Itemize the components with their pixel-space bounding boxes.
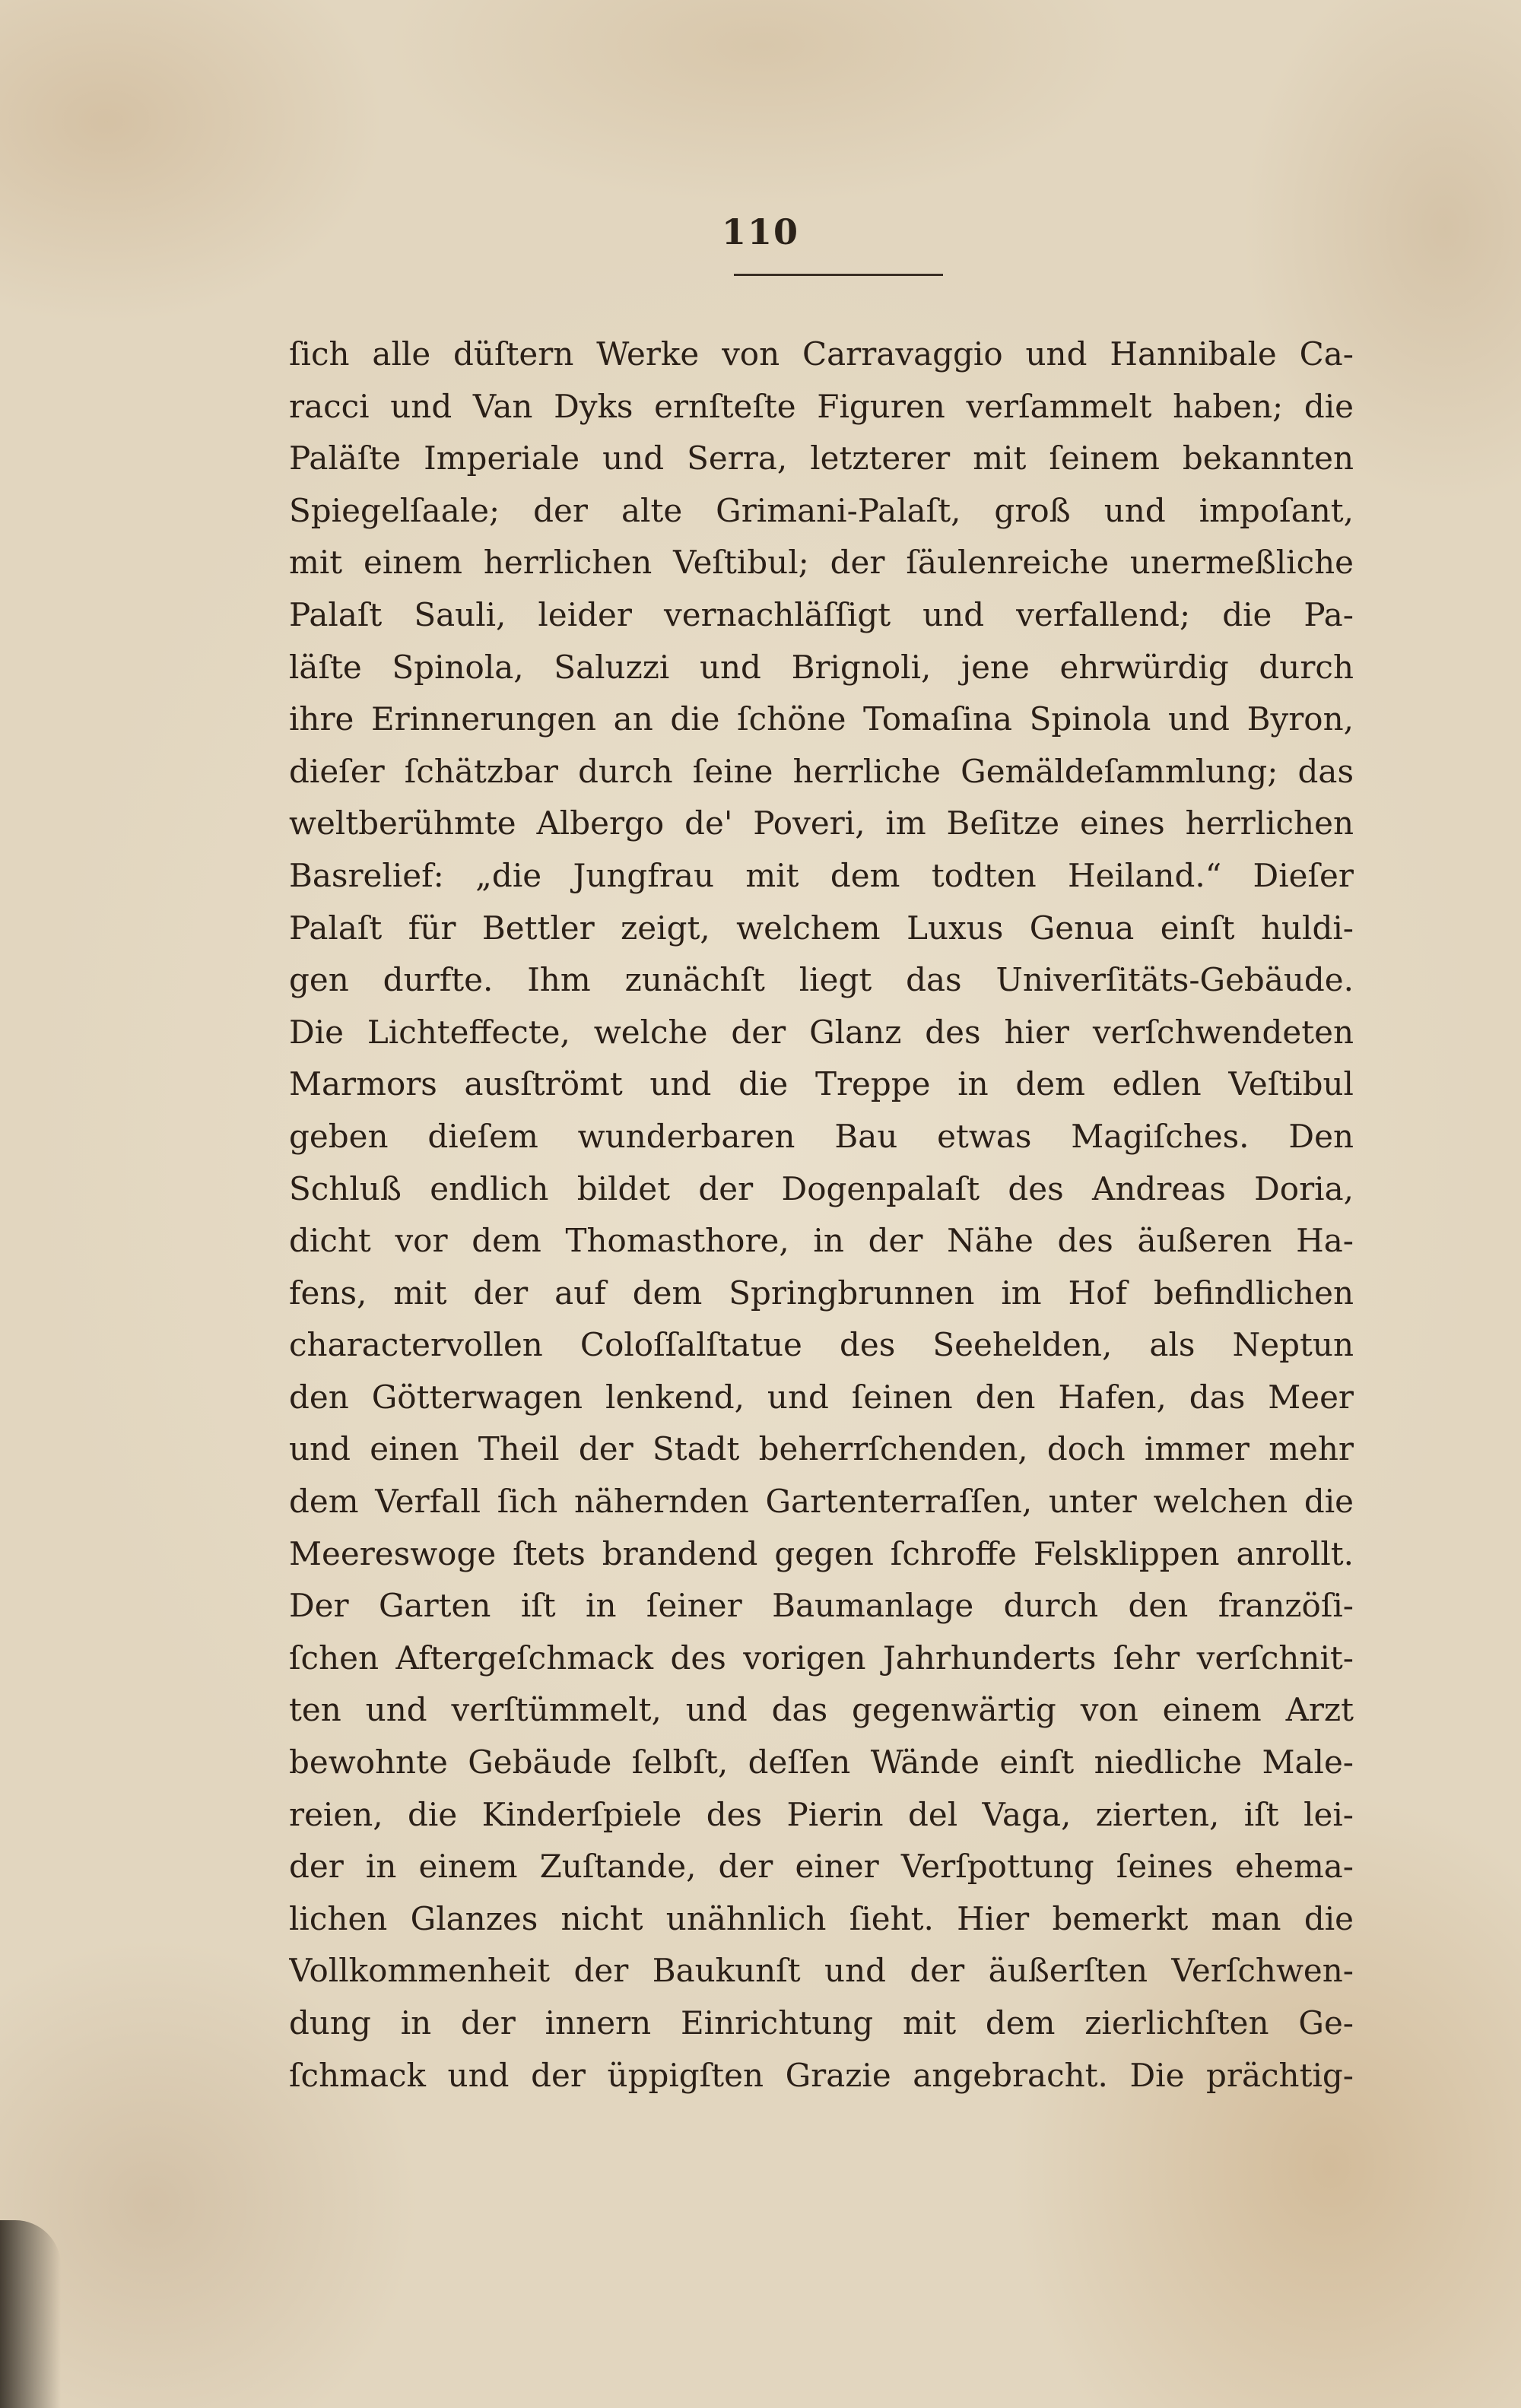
text-line: racci und Van Dyks ernſteſte Figuren verſammelt haben; die (289, 387, 1354, 425)
text-line: Paläſte Imperiale und Serra, letzterer mit ſeinem bekannten (289, 439, 1354, 477)
text-line: ſich alle düſtern Werke von Carravaggio und Hannibale Ca- (289, 335, 1354, 373)
text-line: ihre Erinnerungen an die ſchöne Tomaſina Spinola und Byron, (289, 700, 1354, 738)
text-line: der in einem Zuſtande, der einer Verſpottung ſeines ehema- (289, 1848, 1354, 1886)
text-line: ten und verſtümmelt, und das gegenwärtig von einem Arzt (289, 1691, 1354, 1729)
text-line: Die Lichteffecte, welche der Glanz des hier verſchwendeten (289, 1013, 1354, 1051)
text-line: ſchmack und der üppigſten Grazie angebracht. Die prächtig- (289, 2056, 1354, 2094)
text-line: Meereswoge ſtets brandend gegen ſchroffe Felsklippen anrollt. (289, 1534, 1354, 1572)
text-line: Vollkommenheit der Baukunſt und der äußerſten Verſchwen- (289, 1952, 1354, 1990)
text-line: Marmors ausſtrömt und die Treppe in dem edlen Veſtibul (289, 1065, 1354, 1103)
text-line: lichen Glanzes nicht unähnlich ſieht. Hier bemerkt man die (289, 1899, 1354, 1937)
text-line: Palaſt für Bettler zeigt, welchem Luxus Genua einſt huldi- (289, 909, 1354, 947)
text-line: geben dieſem wunderbaren Bau etwas Magiſches. Den (289, 1117, 1354, 1155)
text-line: dicht vor dem Thomasthore, in der Nähe des äußeren Ha- (289, 1222, 1354, 1260)
book-binding-shadow (0, 2220, 61, 2408)
text-line: ſchen Aftergeſchmack des vorigen Jahrhunderts ſehr verſchnit- (289, 1639, 1354, 1677)
page-number: 110 (721, 211, 800, 252)
text-line: dem Verfall ſich nähernden Gartenterraſſen, unter welchen die (289, 1483, 1354, 1521)
text-line: bewohnte Gebäude ſelbſt, deſſen Wände einſt niedliche Male- (289, 1743, 1354, 1781)
text-line: Spiegelſaale; der alte Grimani-Palaſt, groß und impoſant, (289, 491, 1354, 529)
text-line: den Götterwagen lenkend, und ſeinen den Hafen, das Meer (289, 1378, 1354, 1416)
text-line: gen durfte. Ihm zunächſt liegt das Univerſitäts-Gebäude. (289, 961, 1354, 999)
body-text (289, 328, 1354, 2102)
text-line: reien, die Kinderſpiele des Pierin del Vaga, zierten, iſt lei- (289, 1795, 1354, 1833)
text-line: mit einem herrlichen Veſtibul; der ſäulenreiche unermeßliche (289, 544, 1354, 582)
text-line: fens, mit der auf dem Springbrunnen im Hof befindlichen (289, 1274, 1354, 1312)
text-line: und einen Theil der Stadt beherrſchenden, doch immer mehr (289, 1430, 1354, 1468)
text-line: dieſer ſchätzbar durch ſeine herrliche Gemäldeſammlung; das (289, 752, 1354, 790)
text-line: läſte Spinola, Saluzzi und Brignoli, jene ehrwürdig durch (289, 648, 1354, 686)
text-line: weltberühmte Albergo de' Poveri, im Beſitze eines herrlichen (289, 804, 1354, 842)
text-line: Der Garten iſt in ſeiner Baumanlage durch den franzöſi- (289, 1587, 1354, 1625)
header-rule (734, 274, 943, 276)
text-line: Basrelief: „die Jungfrau mit dem todten Heiland.“ Dieſer (289, 856, 1354, 894)
text-line: dung in der innern Einrichtung mit dem zierlichſten Ge- (289, 2004, 1354, 2042)
text-line: Palaſt Sauli, leider vernachläſſigt und verfallend; die Pa- (289, 595, 1354, 633)
text-line: Schluß endlich bildet der Dogenpalaſt des Andreas Doria, (289, 1169, 1354, 1207)
text-line: charactervollen Coloſſalſtatue des Seehelden, als Neptun (289, 1326, 1354, 1364)
